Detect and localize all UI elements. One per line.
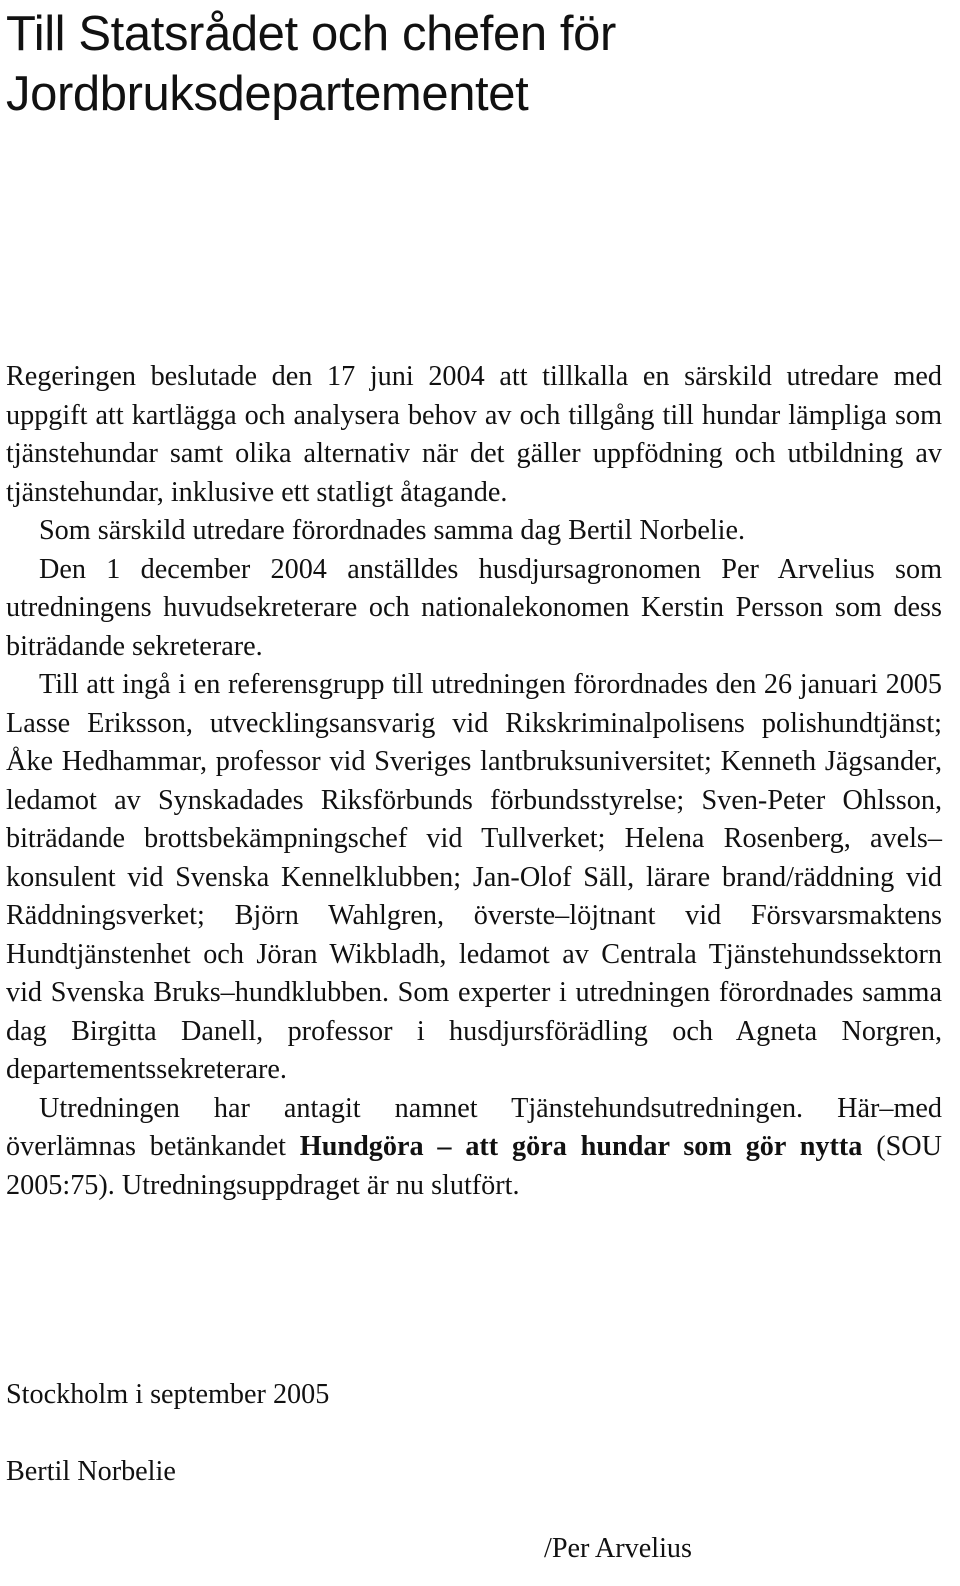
- handover-end: (SOU 2005:75). Utredningsuppdraget är nu slutfört.: [6, 1131, 942, 1201]
- heading-line-2: Jordbruksdepartementet: [6, 67, 529, 121]
- paragraph-handover: [6, 1090, 942, 1206]
- paragraph-assignment: Regeringen beslutade den 17 juni 2004 att tillkalla en särskild utredare med uppgift att kartlägga och analysera behov av och tillgång till hundar lämpliga som tjänstehundar samt olika alternativ när det gäller uppfödning och utbildning av tjänstehundar, inklusive ett statligt åtagande.: [6, 361, 942, 508]
- report-title: Hundgöra – att göra hundar som gör nytta: [299, 1131, 863, 1162]
- letter-body: [6, 358, 942, 1205]
- paragraph-investigator: Som särskild utredare förordnades samma dag Bertil Norbelie.: [39, 515, 746, 546]
- handover-text: Utredningen har antagit namnet Tjänstehundsutredningen. Här–med överlämnas betänkandet: [6, 1092, 942, 1162]
- paragraph-secretaries: Den 1 december 2004 anställdes husdjursagronomen Per Arvelius som utredningens huvudsekreterare och nationalekonomen Kerstin Persson som dess biträdande sekreterare.: [6, 553, 942, 662]
- place-date: Stockholm i september 2005: [6, 1379, 330, 1410]
- signature-name: Bertil Norbelie: [6, 1456, 176, 1487]
- secretary-name: /Per Arvelius: [544, 1533, 692, 1564]
- paragraph-reference-group: Till att ingå i en referensgrupp till utredningen förordnades den 26 januari 2005 Lasse Eriksson, utvecklingsansvarig vid Rikskriminalpolisens polishundtjänst; Åke Hedhammar, professor vid Sveriges lantbruksuniversitet; Kenneth Jägsander, ledamot av Synskadades Riksförbunds förbundsstyrelse; Sven-Peter Ohlsson, biträdande brottsbekämpningschef vid Tullverket; Helena Rosenberg, avels–konsulent vid Svenska Kennelklubben; Jan-Olof Säll, lärare brand/räddning vid Räddningsverket; Björn Wahlgren, överste–löjtnant vid Försvarsmaktens Hundtjänstenhet och Jöran Wikbladh, ledamot av Centrala Tjänstehundssektorn vid Svenska Bruks–hundklubben. Som experter i utredningen förordnades samma dag Birgitta Danell, professor i husdjursförädling och Agneta Norgren, departementssekreterare.: [6, 669, 942, 1085]
- heading-line-1: Till Statsrådet och chefen för: [6, 7, 616, 61]
- letter-heading: [6, 4, 616, 124]
